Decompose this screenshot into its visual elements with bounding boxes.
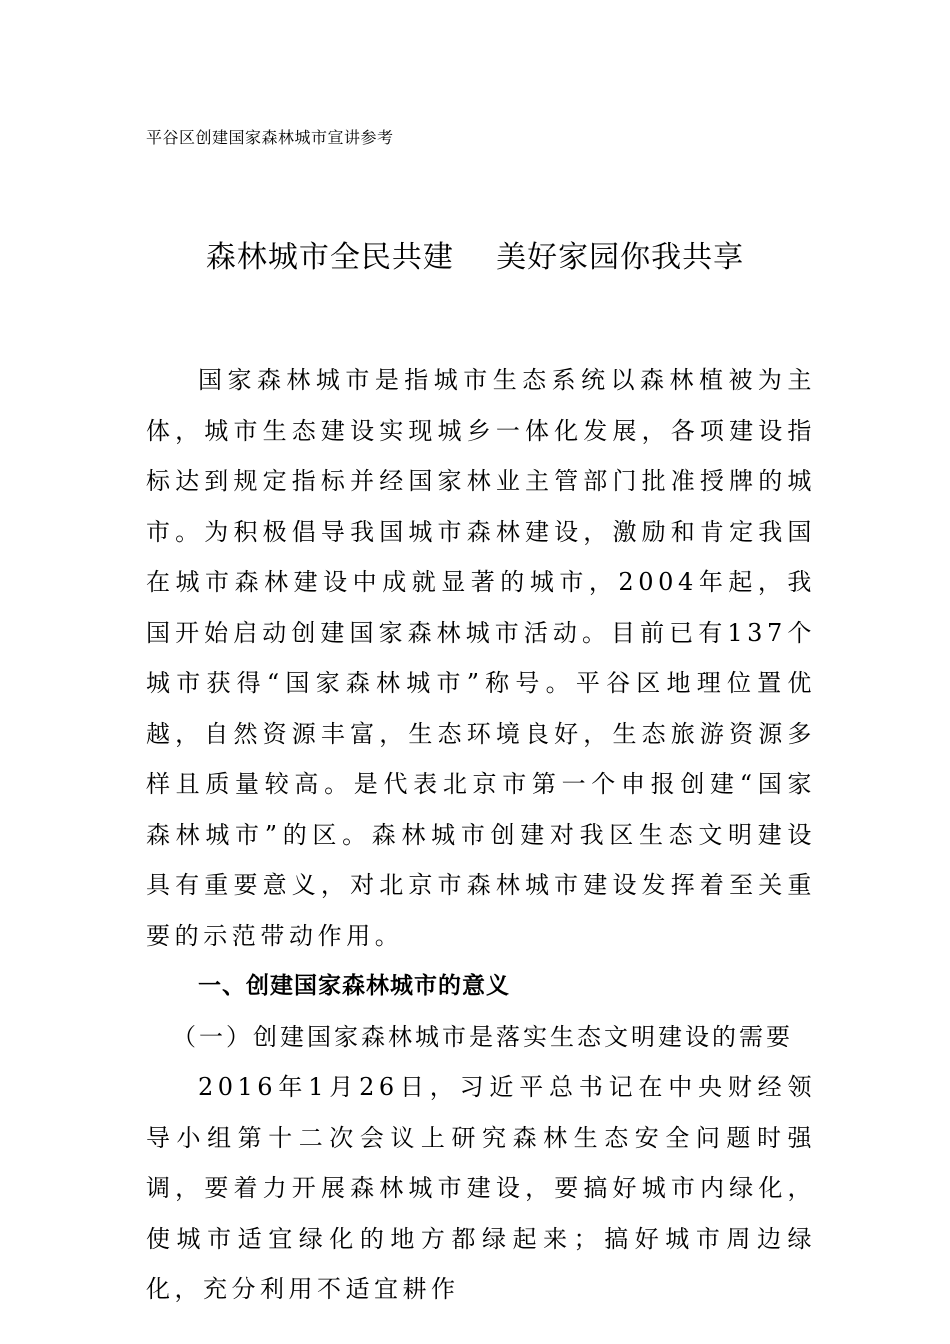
document-body — [146, 355, 816, 1315]
document-header-note: 平谷区创建国家森林城市宣讲参考 — [146, 128, 394, 147]
document-title: 森林城市全民共建 美好家园你我共享 — [205, 240, 745, 275]
intro-paragraph: 国家森林城市是指城市生态系统以森林植被为主体，城市生态建设实现城乡一体化发展，各项建设指标达到规定指标并经国家林业主管部门批准授牌的城市。为积极倡导我国城市森林建设，激励和肯定我国在城市森林建设中成就显著的城市，2004年起，我国开始启动创建国家森林城市活动。目前已有137个城市获得“国家森林城市”称号。平谷区地理位置优越，自然资源丰富，生态环境良好，生态旅游资源多样且质量较高。是代表北京市第一个申报创建“国家森林城市”的区。森林城市创建对我区生态文明建设具有重要意义，对北京市森林城市建设发挥着至关重要的示范带动作用。 — [146, 366, 816, 950]
subsection-paragraph: 2016年1月26日，习近平总书记在中央财经领导小组第十二次会议上研究森林生态安全问题时强调，要着力开展森林城市建设，要搞好城市内绿化，使城市适宜绿化的地方都绿起来；搞好城市周边绿化，充分利用不适宜耕作 — [146, 1073, 816, 1303]
section-heading-significance: 一、创建国家森林城市的意义 — [198, 973, 510, 999]
subsection-heading-ecological-civilization: （一）创建国家森林城市是落实生态文明建设的需要 — [172, 1022, 793, 1051]
